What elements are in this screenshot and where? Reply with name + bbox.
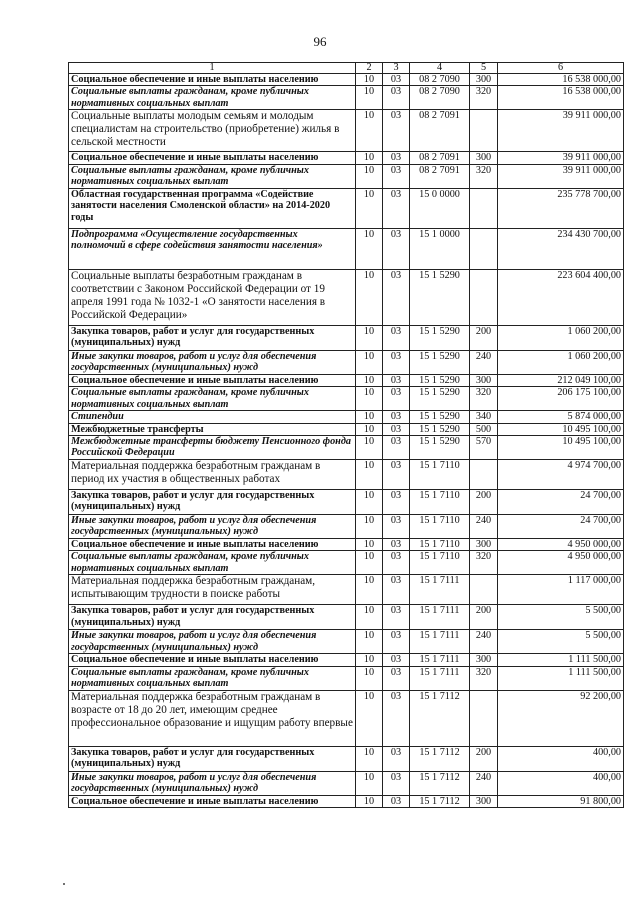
table-row (69, 654, 624, 666)
table-row (69, 110, 624, 152)
row-section: 10 (356, 515, 383, 539)
row-expense-type: 340 (470, 411, 498, 423)
row-subsection: 03 (383, 152, 410, 164)
row-amount: 235 778 700,00 (498, 188, 624, 228)
table-row (69, 188, 624, 228)
table-row (69, 164, 624, 188)
row-subsection: 03 (383, 411, 410, 423)
row-target-code: 15 1 7110 (410, 539, 470, 551)
table-row (69, 86, 624, 110)
row-section: 10 (356, 269, 383, 325)
table-row (69, 350, 624, 374)
row-expense-type: 200 (470, 605, 498, 630)
row-subsection: 03 (383, 74, 410, 86)
row-amount: 212 049 100,00 (498, 374, 624, 386)
row-expense-type: 240 (470, 350, 498, 374)
row-subsection: 03 (383, 188, 410, 228)
row-amount: 10 495 100,00 (498, 436, 624, 460)
row-subsection: 03 (383, 325, 410, 350)
row-section: 10 (356, 152, 383, 164)
row-section: 10 (356, 350, 383, 374)
row-amount: 16 538 000,00 (498, 86, 624, 110)
row-subsection: 03 (383, 436, 410, 460)
row-amount: 223 604 400,00 (498, 269, 624, 325)
row-subsection: 03 (383, 110, 410, 152)
row-section: 10 (356, 164, 383, 188)
row-subsection: 03 (383, 350, 410, 374)
row-target-code: 15 1 7112 (410, 746, 470, 771)
table-row (69, 630, 624, 654)
row-subsection: 03 (383, 666, 410, 690)
row-name: Социальное обеспечение и иные выплаты населению (69, 795, 356, 807)
row-section: 10 (356, 387, 383, 411)
row-name: Социальные выплаты гражданам, кроме публичных нормативных социальных выплат (69, 164, 356, 188)
row-section: 10 (356, 771, 383, 795)
row-amount: 24 700,00 (498, 490, 624, 515)
row-subsection: 03 (383, 387, 410, 411)
row-amount: 1 060 200,00 (498, 350, 624, 374)
row-target-code: 15 1 7111 (410, 654, 470, 666)
row-expense-type: 240 (470, 515, 498, 539)
row-expense-type (470, 690, 498, 746)
row-expense-type: 300 (470, 152, 498, 164)
row-target-code: 15 1 0000 (410, 228, 470, 269)
row-expense-type: 300 (470, 374, 498, 386)
row-target-code: 15 1 7111 (410, 666, 470, 690)
row-amount: 206 175 100,00 (498, 387, 624, 411)
row-amount: 1 060 200,00 (498, 325, 624, 350)
row-name: Закупка товаров, работ и услуг для государственных (муниципальных) нужд (69, 605, 356, 630)
row-target-code: 15 1 7111 (410, 630, 470, 654)
table-row (69, 690, 624, 746)
row-section: 10 (356, 630, 383, 654)
row-expense-type: 240 (470, 630, 498, 654)
header-row (69, 63, 624, 74)
row-target-code: 15 1 7111 (410, 575, 470, 605)
row-target-code: 15 1 5290 (410, 350, 470, 374)
row-amount: 234 430 700,00 (498, 228, 624, 269)
table-row (69, 74, 624, 86)
table-row (69, 325, 624, 350)
row-section: 10 (356, 460, 383, 490)
table-row (69, 746, 624, 771)
row-section: 10 (356, 551, 383, 575)
row-name: Материальная поддержка безработным гражданам, испытывающим трудности в поиске работы (69, 575, 356, 605)
table-row (69, 374, 624, 386)
table-row (69, 515, 624, 539)
row-name: Социальные выплаты гражданам, кроме публичных нормативных социальных выплат (69, 86, 356, 110)
row-target-code: 15 1 5290 (410, 436, 470, 460)
row-name: Стипендии (69, 411, 356, 423)
row-name: Закупка товаров, работ и услуг для государственных (муниципальных) нужд (69, 325, 356, 350)
table-row (69, 152, 624, 164)
row-name: Областная государственная программа «Содействие занятости населения Смоленской области» на 2014-2020 годы (69, 188, 356, 228)
row-name: Межбюджетные трансферты (69, 423, 356, 435)
row-section: 10 (356, 746, 383, 771)
row-expense-type (470, 460, 498, 490)
column-header: 4 (410, 63, 470, 74)
row-amount: 4 950 000,00 (498, 539, 624, 551)
column-header: 3 (383, 63, 410, 74)
row-name: Закупка товаров, работ и услуг для государственных (муниципальных) нужд (69, 490, 356, 515)
scan-speck (63, 883, 65, 885)
row-amount: 400,00 (498, 746, 624, 771)
row-subsection: 03 (383, 374, 410, 386)
row-section: 10 (356, 74, 383, 86)
row-name: Социальные выплаты молодым семьям и молодым специалистам на строительство (приобретение) жилья в сельской местности (69, 110, 356, 152)
row-name: Материальная поддержка безработным гражданам в период их участия в общественных работах (69, 460, 356, 490)
budget-table (68, 62, 624, 808)
row-amount: 16 538 000,00 (498, 74, 624, 86)
row-name: Иные закупки товаров, работ и услуг для обеспечения государственных (муниципальных) нужд (69, 350, 356, 374)
row-expense-type (470, 575, 498, 605)
table-row (69, 605, 624, 630)
row-subsection: 03 (383, 460, 410, 490)
row-expense-type: 320 (470, 164, 498, 188)
row-name: Межбюджетные трансферты бюджету Пенсионного фонда Российской Федерации (69, 436, 356, 460)
row-amount: 1 111 500,00 (498, 666, 624, 690)
row-expense-type (470, 269, 498, 325)
row-amount: 5 500,00 (498, 605, 624, 630)
row-target-code: 15 1 5290 (410, 325, 470, 350)
row-expense-type: 320 (470, 666, 498, 690)
row-target-code: 15 1 7110 (410, 551, 470, 575)
table-row (69, 269, 624, 325)
row-target-code: 15 1 5290 (410, 269, 470, 325)
row-section: 10 (356, 654, 383, 666)
row-section: 10 (356, 539, 383, 551)
row-target-code: 08 2 7090 (410, 74, 470, 86)
row-section: 10 (356, 188, 383, 228)
row-expense-type: 300 (470, 539, 498, 551)
row-target-code: 15 1 5290 (410, 411, 470, 423)
row-section: 10 (356, 795, 383, 807)
row-name: Социальное обеспечение и иные выплаты населению (69, 74, 356, 86)
table-row (69, 423, 624, 435)
table-row (69, 795, 624, 807)
column-header: 5 (470, 63, 498, 74)
row-name: Иные закупки товаров, работ и услуг для обеспечения государственных (муниципальных) нужд (69, 630, 356, 654)
row-section: 10 (356, 436, 383, 460)
row-subsection: 03 (383, 515, 410, 539)
row-section: 10 (356, 666, 383, 690)
row-section: 10 (356, 411, 383, 423)
table-row (69, 228, 624, 269)
row-amount: 1 111 500,00 (498, 654, 624, 666)
row-subsection: 03 (383, 795, 410, 807)
row-expense-type: 320 (470, 387, 498, 411)
column-header: 2 (356, 63, 383, 74)
row-amount: 5 500,00 (498, 630, 624, 654)
row-amount: 92 200,00 (498, 690, 624, 746)
row-subsection: 03 (383, 269, 410, 325)
row-target-code: 15 1 7110 (410, 460, 470, 490)
table-body (69, 74, 624, 808)
row-section: 10 (356, 575, 383, 605)
row-section: 10 (356, 86, 383, 110)
row-amount: 400,00 (498, 771, 624, 795)
row-expense-type: 300 (470, 795, 498, 807)
row-subsection: 03 (383, 490, 410, 515)
row-target-code: 08 2 7091 (410, 110, 470, 152)
column-header: 6 (498, 63, 624, 74)
row-expense-type: 300 (470, 74, 498, 86)
row-name: Иные закупки товаров, работ и услуг для обеспечения государственных (муниципальных) нужд (69, 771, 356, 795)
row-amount: 4 974 700,00 (498, 460, 624, 490)
table-row (69, 575, 624, 605)
row-section: 10 (356, 374, 383, 386)
row-section: 10 (356, 605, 383, 630)
table-row (69, 551, 624, 575)
row-expense-type: 570 (470, 436, 498, 460)
row-name: Социальное обеспечение и иные выплаты населению (69, 152, 356, 164)
row-expense-type: 500 (470, 423, 498, 435)
row-section: 10 (356, 228, 383, 269)
row-expense-type: 200 (470, 746, 498, 771)
row-section: 10 (356, 110, 383, 152)
row-expense-type: 320 (470, 551, 498, 575)
row-subsection: 03 (383, 86, 410, 110)
table-row (69, 387, 624, 411)
row-target-code: 15 1 7110 (410, 515, 470, 539)
table-row (69, 666, 624, 690)
row-amount: 39 911 000,00 (498, 110, 624, 152)
table-row (69, 539, 624, 551)
row-target-code: 08 2 7091 (410, 164, 470, 188)
table-row (69, 460, 624, 490)
row-amount: 39 911 000,00 (498, 152, 624, 164)
page-number: 96 (313, 34, 327, 49)
row-expense-type (470, 110, 498, 152)
row-name: Закупка товаров, работ и услуг для государственных (муниципальных) нужд (69, 746, 356, 771)
row-name: Подпрограмма «Осуществление государственных полномочий в сфере содействия занятости населения» (69, 228, 356, 269)
row-target-code: 15 1 7111 (410, 605, 470, 630)
row-target-code: 15 1 7110 (410, 490, 470, 515)
row-subsection: 03 (383, 539, 410, 551)
row-section: 10 (356, 490, 383, 515)
row-amount: 24 700,00 (498, 515, 624, 539)
table-row (69, 771, 624, 795)
row-subsection: 03 (383, 654, 410, 666)
row-name: Социальные выплаты гражданам, кроме публичных нормативных социальных выплат (69, 551, 356, 575)
row-name: Социальное обеспечение и иные выплаты населению (69, 654, 356, 666)
row-expense-type (470, 188, 498, 228)
row-amount: 4 950 000,00 (498, 551, 624, 575)
row-subsection: 03 (383, 575, 410, 605)
row-name: Материальная поддержка безработным гражданам в возрасте от 18 до 20 лет, имеющим среднее профессиональное образование и ищущим работу впервые (69, 690, 356, 746)
row-subsection: 03 (383, 551, 410, 575)
row-section: 10 (356, 690, 383, 746)
row-target-code: 15 0 0000 (410, 188, 470, 228)
row-expense-type: 200 (470, 490, 498, 515)
row-subsection: 03 (383, 690, 410, 746)
row-subsection: 03 (383, 605, 410, 630)
row-amount: 5 874 000,00 (498, 411, 624, 423)
row-subsection: 03 (383, 423, 410, 435)
row-subsection: 03 (383, 228, 410, 269)
row-name: Социальные выплаты гражданам, кроме публичных нормативных социальных выплат (69, 666, 356, 690)
column-header: 1 (69, 63, 356, 74)
row-target-code: 15 1 7112 (410, 690, 470, 746)
row-name: Социальное обеспечение и иные выплаты населению (69, 374, 356, 386)
table-row (69, 490, 624, 515)
row-expense-type: 320 (470, 86, 498, 110)
row-expense-type (470, 228, 498, 269)
row-subsection: 03 (383, 630, 410, 654)
row-name: Иные закупки товаров, работ и услуг для обеспечения государственных (муниципальных) нужд (69, 515, 356, 539)
row-target-code: 15 1 7112 (410, 795, 470, 807)
row-amount: 39 911 000,00 (498, 164, 624, 188)
row-target-code: 15 1 5290 (410, 374, 470, 386)
table-row (69, 411, 624, 423)
row-amount: 91 800,00 (498, 795, 624, 807)
row-name: Социальные выплаты гражданам, кроме публичных нормативных социальных выплат (69, 387, 356, 411)
row-target-code: 08 2 7090 (410, 86, 470, 110)
row-expense-type: 200 (470, 325, 498, 350)
row-subsection: 03 (383, 164, 410, 188)
row-name: Социальное обеспечение и иные выплаты населению (69, 539, 356, 551)
row-subsection: 03 (383, 771, 410, 795)
row-section: 10 (356, 423, 383, 435)
row-expense-type: 300 (470, 654, 498, 666)
row-subsection: 03 (383, 746, 410, 771)
row-name: Социальные выплаты безработным гражданам в соответствии с Законом Российской Федерации от 19 апреля 1991 года № 1032-1 «О занятости населения в Российской Федерации» (69, 269, 356, 325)
row-section: 10 (356, 325, 383, 350)
row-target-code: 15 1 7112 (410, 771, 470, 795)
table-row (69, 436, 624, 460)
row-amount: 1 117 000,00 (498, 575, 624, 605)
row-expense-type: 240 (470, 771, 498, 795)
row-amount: 10 495 100,00 (498, 423, 624, 435)
row-target-code: 15 1 5290 (410, 387, 470, 411)
row-target-code: 08 2 7091 (410, 152, 470, 164)
row-target-code: 15 1 5290 (410, 423, 470, 435)
